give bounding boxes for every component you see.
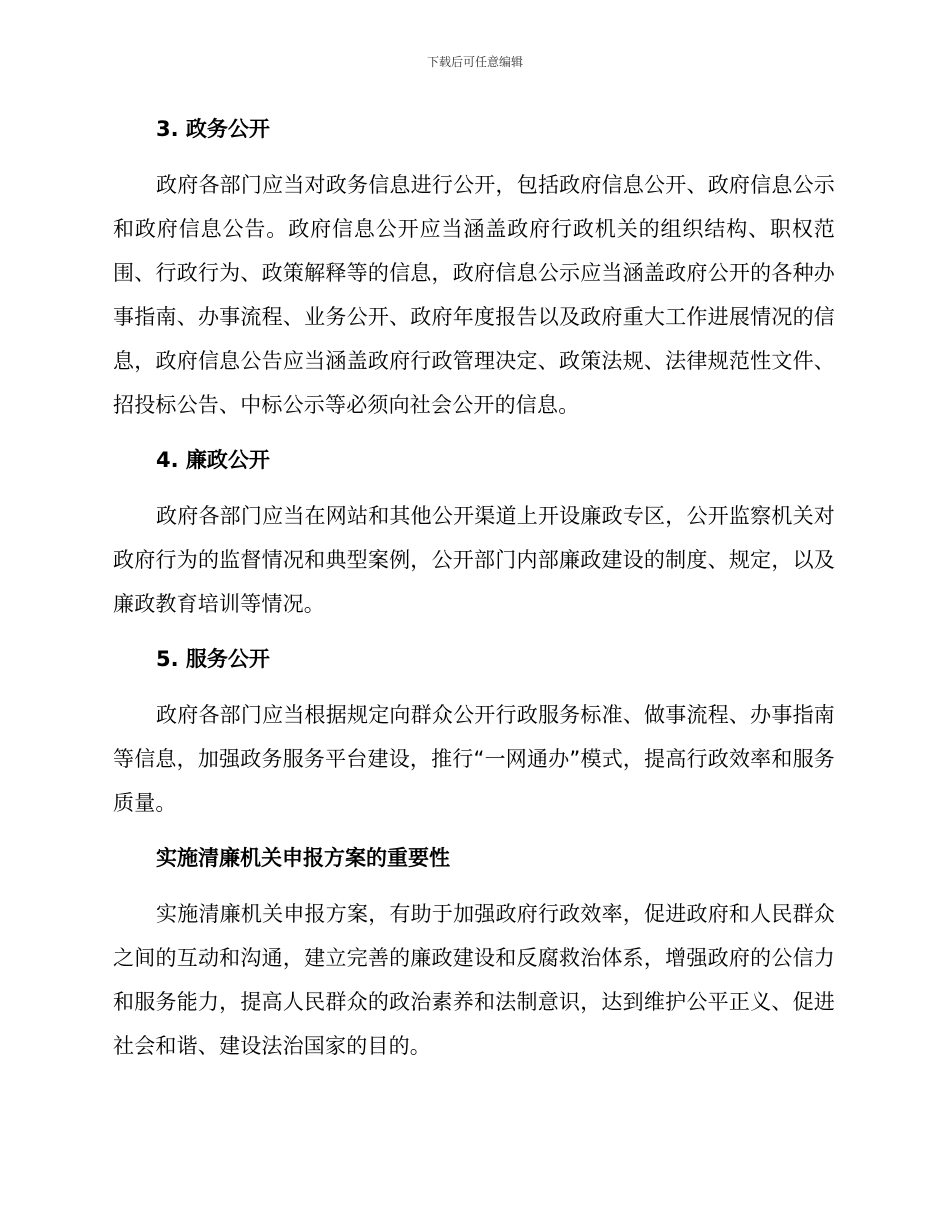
- page-header-note: 下载后可任意编辑: [426, 55, 523, 69]
- section-heading-government-affairs: 3. 政务公开: [156, 117, 270, 141]
- section-paragraph-integrity: 政府各部门应当在网站和其他公开渠道上开设廉政专区，公开监察机关对政府行为的监督情况和典型案例，公开部门内部廉政建设的制度、规定，以及廉政教育培训等情况。: [113, 504, 835, 616]
- section-heading-service: 5. 服务公开: [156, 647, 270, 671]
- section-paragraph-government-affairs: 政府各部门应当对政务信息进行公开，包括政府信息公开、政府信息公示和政府信息公告。政府信息公开应当涵盖政府行政机关的组织结构、职权范围、行政行为、政策解释等的信息，政府信息公示应当涵盖政府公开的各种办事指南、办事流程、业务公开、政府年度报告以及政府重大工作进展情况的信息，政府信息公告应当涵盖政府行政管理决定、政策法规、法律规范性文件、招投标公告、中标公示等必须向社会公开的信息。: [113, 173, 835, 417]
- document-body: [113, 108, 835, 1080]
- section-paragraph-importance: 实施清廉机关申报方案，有助于加强政府行政效率，促进政府和人民群众之间的互动和沟通，建立完善的廉政建设和反腐救治体系，增强政府的公信力和服务能力，提高人民群众的政治素养和法制意识，达到维护公平正义、促进社会和谐、建设法治国家的目的。: [113, 902, 835, 1058]
- section-heading-importance: 实施清廉机关申报方案的重要性: [156, 846, 450, 870]
- section-heading-integrity: 4. 廉政公开: [156, 448, 270, 472]
- section-paragraph-service: 政府各部门应当根据规定向群众公开行政服务标准、做事流程、办事指南等信息，加强政务服务平台建设，推行“一网通办”模式，提高行政效率和服务质量。: [113, 703, 835, 815]
